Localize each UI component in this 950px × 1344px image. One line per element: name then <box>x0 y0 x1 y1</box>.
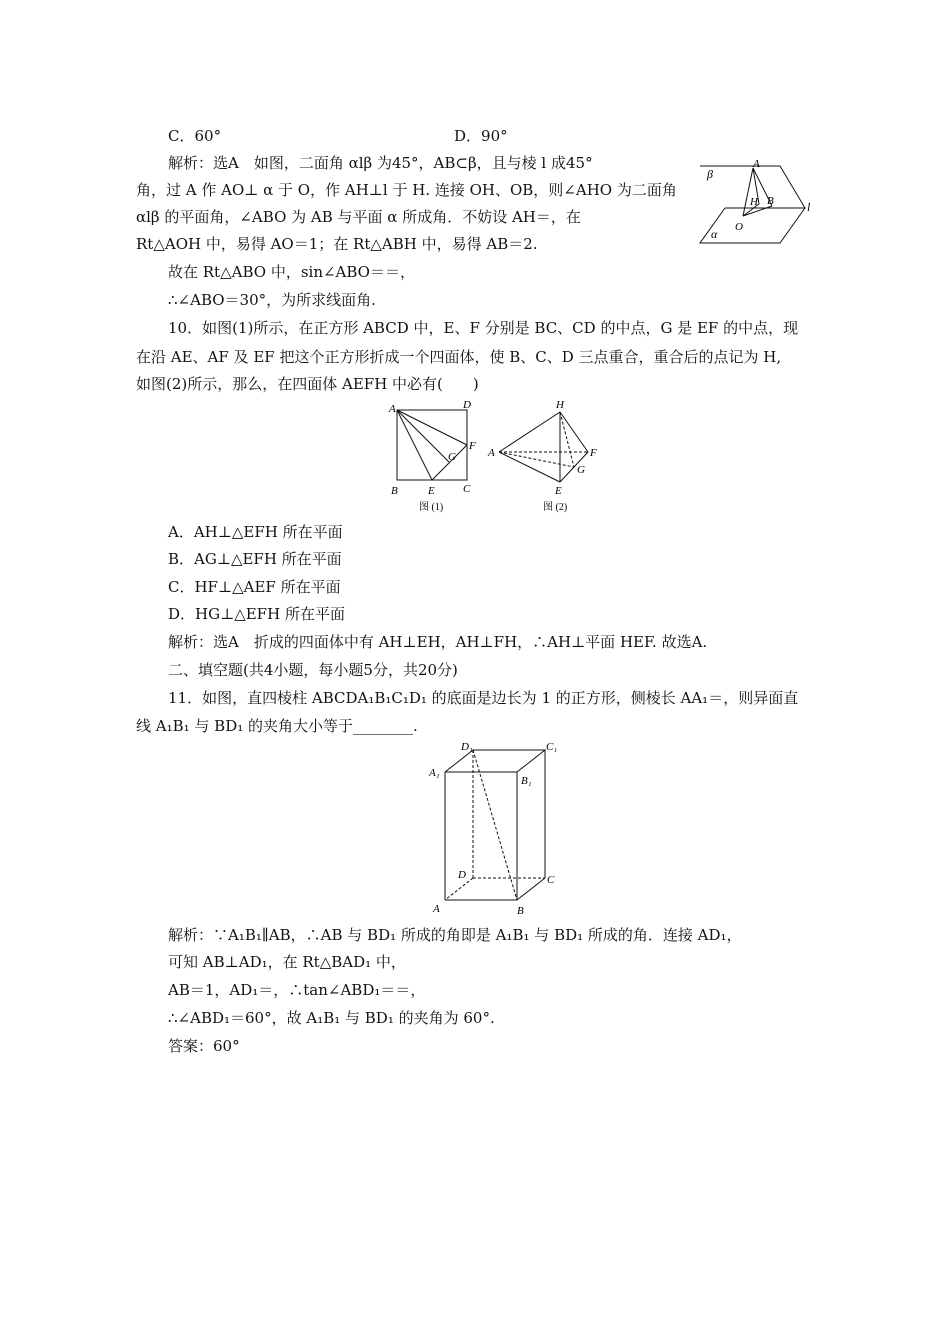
fig9-label-O: O <box>735 221 743 233</box>
fig1-label-E: E <box>428 485 435 497</box>
q11-stem-line-2: 线 A₁B₁ 与 BD₁ 的夹角大小等于________. <box>136 717 418 735</box>
fig9-label-A: A <box>753 158 760 170</box>
fig9-label-H: H <box>750 196 758 208</box>
q9-option-c: C．60° <box>168 127 222 145</box>
q10-solution: 解析：选A 折成的四面体中有 AH⊥EH，AH⊥FH，∴AH⊥平面 HEF. 故选A. <box>168 633 708 651</box>
q9-solution-line-5: 故在 Rt△ABO 中，sin∠ABO＝＝， <box>168 263 415 281</box>
q11-solution-line-2: 可知 AB⊥AD₁，在 Rt△BAD₁ 中， <box>168 953 406 971</box>
fig1-label-D: D <box>463 399 471 411</box>
fig1-label-B: B <box>391 485 398 497</box>
fig1-label-A: A <box>389 403 396 415</box>
prism-label-C: C <box>547 874 555 886</box>
q11-stem-line-1: 11．如图，直四棱柱 ABCDA₁B₁C₁D₁ 的底面是边长为 1 的正方形，侧棱长 AA₁＝，则异面直 <box>168 689 799 707</box>
fig2-caption: 图 (2) <box>543 502 568 513</box>
q10-option-c: C．HF⊥△AEF 所在平面 <box>168 578 341 596</box>
q9-solution-line-2: 角，过 A 作 AO⊥ α 于 O，作 AH⊥l 于 H. 连接 OH、OB，则∠AHO 为二面角 <box>136 181 677 199</box>
prism-label-B: B <box>517 905 524 917</box>
fig2-label-A: A <box>488 447 495 459</box>
q11-solution-line-4: ∴∠ABD₁＝60°，故 A₁B₁ 与 BD₁ 的夹角为 60°. <box>168 1009 495 1027</box>
q9-solution-line-3: αlβ 的平面角，∠ABO 为 AB 与平面 α 所成角．不妨设 AH＝，在 <box>136 208 581 226</box>
q11-solution-line-1: 解析：∵A₁B₁∥AB，∴AB 与 BD₁ 所成的角即是 A₁B₁ 与 BD₁ 所成的角．连接 AD₁， <box>168 926 742 944</box>
fig9-label-l: l <box>807 200 811 214</box>
fig9-label-beta: β <box>707 167 713 181</box>
fig9-label-B: B <box>767 195 774 207</box>
q9-option-d: D．90° <box>454 127 508 145</box>
q10-stem-line-1: 10．如图(1)所示，在正方形 ABCD 中，E、F 分别是 BC、CD 的中点，G 是 EF 的中点，现 <box>168 319 799 337</box>
q10-option-d: D．HG⊥△EFH 所在平面 <box>168 605 345 623</box>
q11-solution-line-3: AB＝1，AD₁＝，∴tan∠ABD₁＝＝， <box>168 981 426 999</box>
fig1-caption: 图 (1) <box>419 502 444 513</box>
fig1-label-C: C <box>463 483 471 495</box>
q9-solution-line-4: Rt△AOH 中，易得 AO＝1；在 Rt△ABH 中，易得 AB＝2. <box>136 235 538 253</box>
fig2-label-H: H <box>556 399 564 411</box>
prism-label-A: A <box>433 903 440 915</box>
prism-figure <box>425 740 565 918</box>
fig9-label-alpha: α <box>711 227 718 241</box>
fig1-label-G: G <box>448 451 456 463</box>
q10-stem-line-3: 如图(2)所示，那么，在四面体 AEFH 中必有( ) <box>136 375 479 393</box>
prism-label-B1: B₁ <box>521 775 532 787</box>
prism-label-D: D <box>458 869 466 881</box>
q9-solution-line-1: 解析：选A 如图，二面角 αlβ 为45°，AB⊂β，且与棱 l 成45° <box>168 154 593 172</box>
fig2-label-E: E <box>555 485 562 497</box>
prism-label-A1: A₁ <box>429 767 440 779</box>
q9-solution-line-6: ∴∠ABO＝30°，为所求线面角. <box>168 291 376 309</box>
section-heading-fill-in: 二、填空题(共4小题，每小题5分，共20分) <box>168 661 458 679</box>
q10-option-b: B．AG⊥△EFH 所在平面 <box>168 550 342 568</box>
fig2-label-F: F <box>590 447 597 459</box>
fig2-label-G: G <box>577 464 585 476</box>
tetrahedron-figure-2 <box>485 398 600 516</box>
q10-option-a: A．AH⊥△EFH 所在平面 <box>168 523 343 541</box>
dihedral-angle-figure <box>695 158 825 248</box>
prism-label-D1: D₁ <box>461 741 473 753</box>
prism-label-C1: C₁ <box>546 741 558 753</box>
q11-answer: 答案：60° <box>168 1037 240 1055</box>
q10-stem-line-2: 在沿 AE、AF 及 EF 把这个正方形折成一个四面体，使 B、C、D 三点重合，重合后的点记为 H, <box>136 348 782 366</box>
square-figure-1 <box>385 398 485 516</box>
fig1-label-F: F <box>469 440 476 452</box>
